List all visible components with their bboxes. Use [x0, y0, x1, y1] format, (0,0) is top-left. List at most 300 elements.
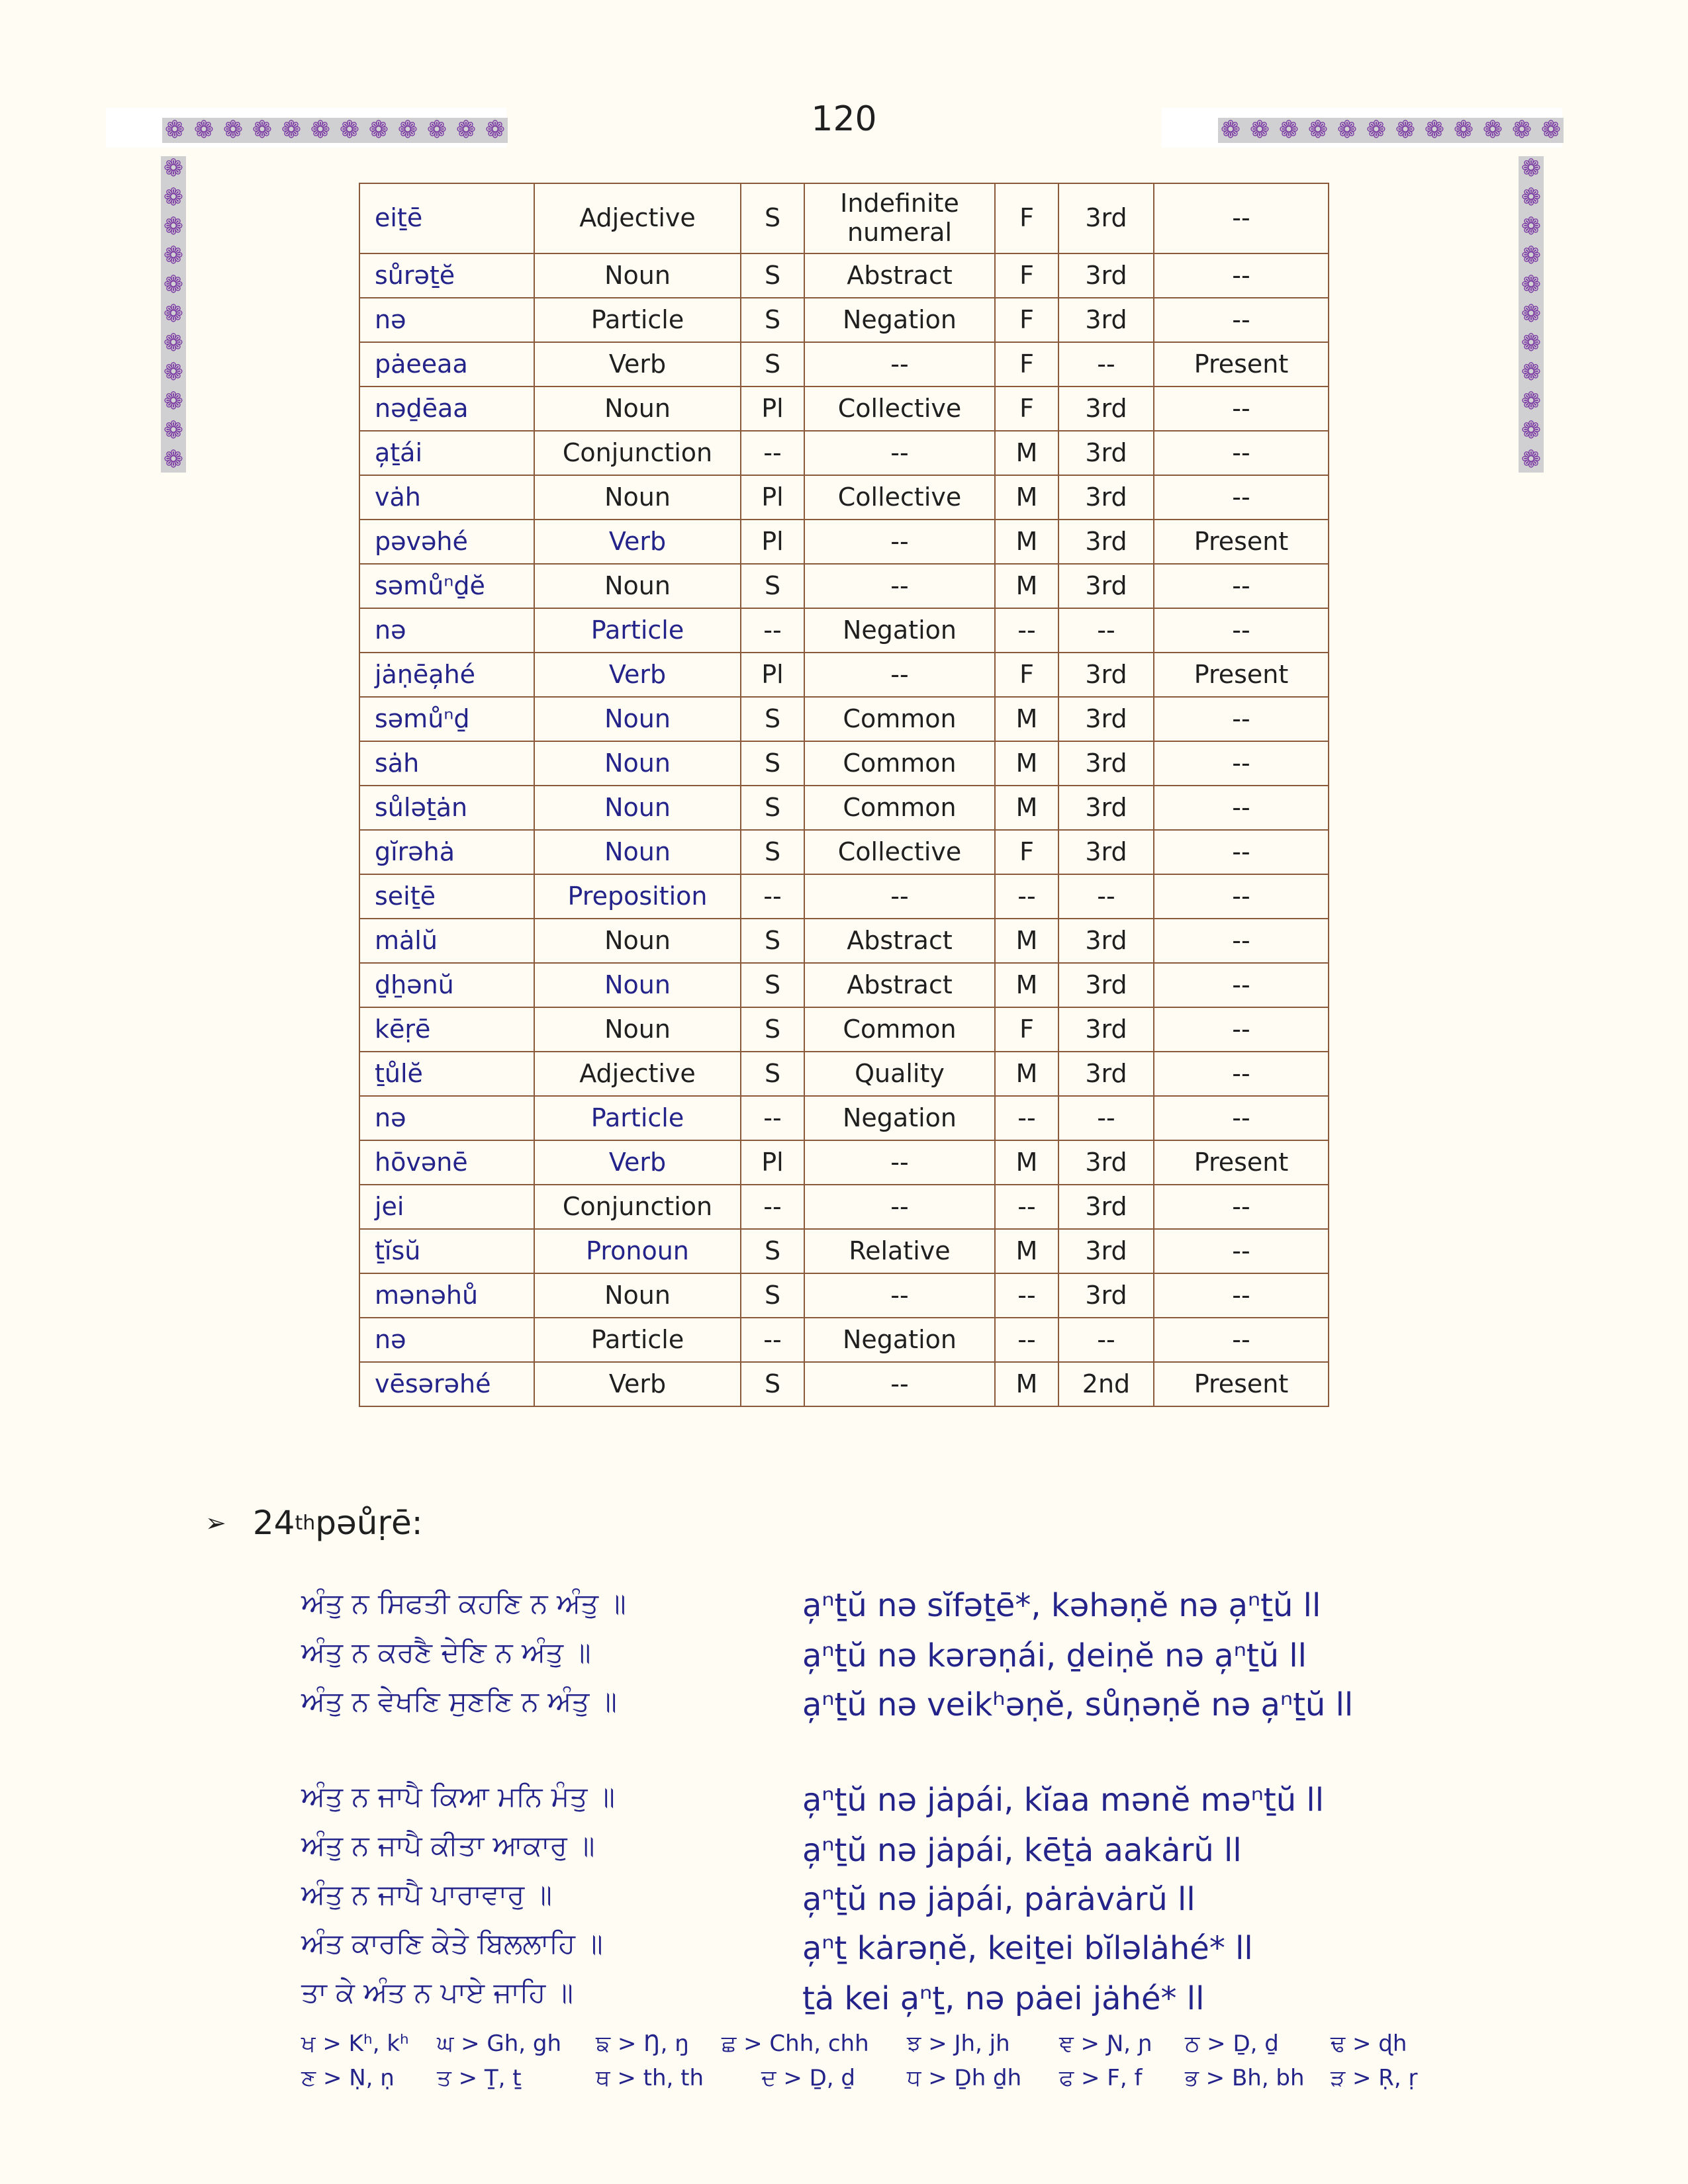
- table-row: [359, 520, 1329, 564]
- table-row: [359, 1318, 1329, 1362]
- cell-tense: --: [1154, 963, 1329, 1007]
- cell-word: nə: [359, 1318, 534, 1362]
- cell-tense: --: [1154, 564, 1329, 608]
- cell-part-of-speech: Adjective: [534, 183, 741, 253]
- verse-translit: a̦ⁿṯŭ nə sĭfəṯē*, kəhəṇĕ nə a̦ⁿṯŭ ll: [802, 1587, 1321, 1624]
- cell-word: kēṛē: [359, 1007, 534, 1052]
- cell-category: Abstract: [804, 919, 995, 963]
- flower-ornament-icon: ❁: [1278, 116, 1299, 144]
- verse-gurmukhi: ਅੰਤੁ ਨ ਸਿਫਤੀ ਕਹਣਿ ਨ ਅੰਤੁ ॥: [301, 1587, 626, 1619]
- flower-ornament-icon: ❁: [310, 116, 331, 144]
- key-entry: ਢ > ɖh: [1331, 2030, 1407, 2057]
- cell-person: 3rd: [1058, 919, 1154, 963]
- flower-ornament-icon: ❁: [1336, 116, 1358, 144]
- flower-ornament-icon: ❁: [1521, 417, 1542, 444]
- cell-tense: Present: [1154, 342, 1329, 387]
- cell-tense: --: [1154, 1096, 1329, 1140]
- flower-ornament-icon: ❁: [1521, 242, 1542, 269]
- page-number: 120: [811, 99, 877, 139]
- flower-ornament-icon: ❁: [193, 116, 214, 144]
- verse-gurmukhi: ਅੰਤ ਕਾਰਣਿ ਕੇਤੇ ਬਿਲਲਾਹਿ ॥: [301, 1927, 603, 1960]
- cell-person: 3rd: [1058, 183, 1154, 253]
- cell-tense: --: [1154, 919, 1329, 963]
- flower-ornament-icon: ❁: [163, 359, 184, 386]
- flower-ornament-icon: ❁: [1521, 359, 1542, 386]
- flower-ornament-icon: ❁: [485, 116, 506, 144]
- table-row: [359, 830, 1329, 874]
- cell-person: 3rd: [1058, 298, 1154, 342]
- cell-person: 3rd: [1058, 786, 1154, 830]
- cell-number: S: [741, 786, 804, 830]
- table-row: [359, 1273, 1329, 1318]
- cell-word: seiṯē: [359, 874, 534, 919]
- cell-gender: --: [995, 1096, 1058, 1140]
- table-row: [359, 1096, 1329, 1140]
- cell-number: S: [741, 1362, 804, 1406]
- flower-ornament-icon: ❁: [1521, 271, 1542, 298]
- cell-person: 3rd: [1058, 1007, 1154, 1052]
- flower-ornament-icon: ❁: [455, 116, 477, 144]
- cell-category: --: [804, 653, 995, 697]
- cell-number: S: [741, 298, 804, 342]
- section-heading: [205, 1504, 423, 1542]
- cell-category: Negation: [804, 298, 995, 342]
- cell-person: 3rd: [1058, 1229, 1154, 1273]
- cell-category: Indefinite numeral: [804, 183, 995, 253]
- flower-ornament-icon: ❁: [397, 116, 418, 144]
- cell-category: Collective: [804, 387, 995, 431]
- cell-tense: Present: [1154, 1362, 1329, 1406]
- cell-word: sůləṯȧn: [359, 786, 534, 830]
- cell-part-of-speech: Noun: [534, 1007, 741, 1052]
- grammar-table: [359, 183, 1329, 1407]
- cell-number: S: [741, 963, 804, 1007]
- flower-ornament-icon: ❁: [163, 155, 184, 182]
- flower-ornament-icon: ❁: [163, 446, 184, 473]
- verse-translit: a̦ⁿṯŭ nə kərəṇái, ḏeiṇĕ nə a̦ⁿṯŭ ll: [802, 1637, 1307, 1674]
- cell-category: --: [804, 874, 995, 919]
- ornament-border-top-right: [1218, 118, 1564, 143]
- cell-person: 3rd: [1058, 1273, 1154, 1318]
- flower-ornament-icon: ❁: [1521, 213, 1542, 240]
- cell-word: jȧṇēa̦hé: [359, 653, 534, 697]
- cell-category: Common: [804, 741, 995, 786]
- cell-tense: --: [1154, 1273, 1329, 1318]
- cell-part-of-speech: Noun: [534, 475, 741, 520]
- cell-word: vȧh: [359, 475, 534, 520]
- table-row: [359, 1007, 1329, 1052]
- table-row: [359, 431, 1329, 475]
- cell-word: a̦ṯái: [359, 431, 534, 475]
- section-ordinal: th: [295, 1511, 316, 1535]
- flower-ornament-icon: ❁: [163, 388, 184, 415]
- cell-person: 3rd: [1058, 1185, 1154, 1229]
- cell-person: 3rd: [1058, 253, 1154, 298]
- section-number: 24: [252, 1504, 295, 1542]
- cell-number: S: [741, 183, 804, 253]
- table-row: [359, 874, 1329, 919]
- cell-part-of-speech: Verb: [534, 1362, 741, 1406]
- flower-ornament-icon: ❁: [1521, 184, 1542, 211]
- table-row: [359, 653, 1329, 697]
- cell-tense: --: [1154, 298, 1329, 342]
- cell-number: --: [741, 1096, 804, 1140]
- verse-gurmukhi: ਅੰਤੁ ਨ ਜਾਪੈ ਪਾਰਾਵਾਰੁ ॥: [301, 1878, 552, 1911]
- cell-number: Pl: [741, 520, 804, 564]
- cell-number: --: [741, 874, 804, 919]
- cell-part-of-speech: Noun: [534, 1273, 741, 1318]
- verse-gurmukhi: ਤਾ ਕੇ ਅੰਤ ਨ ਪਾਏ ਜਾਹਿ ॥: [301, 1976, 573, 2009]
- cell-gender: M: [995, 564, 1058, 608]
- table-row: [359, 564, 1329, 608]
- key-entry: ਖ > Kʰ, kʰ: [301, 2030, 409, 2057]
- cell-number: S: [741, 1273, 804, 1318]
- cell-category: Negation: [804, 1096, 995, 1140]
- cell-tense: Present: [1154, 653, 1329, 697]
- key-entry: ਛ > Chh, chh: [722, 2030, 869, 2057]
- table-row: [359, 298, 1329, 342]
- cell-category: --: [804, 1362, 995, 1406]
- cell-person: 3rd: [1058, 697, 1154, 741]
- cell-part-of-speech: Particle: [534, 298, 741, 342]
- cell-gender: M: [995, 963, 1058, 1007]
- cell-person: --: [1058, 874, 1154, 919]
- flower-ornament-icon: ❁: [1424, 116, 1445, 144]
- cell-word: sȧh: [359, 741, 534, 786]
- cell-gender: F: [995, 1007, 1058, 1052]
- cell-category: Quality: [804, 1052, 995, 1096]
- cell-word: ṯůlĕ: [359, 1052, 534, 1096]
- cell-number: S: [741, 1229, 804, 1273]
- flower-ornament-icon: ❁: [163, 330, 184, 357]
- flower-ornament-icon: ❁: [1521, 300, 1542, 328]
- cell-tense: --: [1154, 697, 1329, 741]
- cell-number: --: [741, 431, 804, 475]
- flower-ornament-icon: ❁: [1249, 116, 1270, 144]
- cell-number: Pl: [741, 475, 804, 520]
- cell-tense: --: [1154, 431, 1329, 475]
- cell-word: ḏẖənŭ: [359, 963, 534, 1007]
- flower-ornament-icon: ❁: [1521, 330, 1542, 357]
- key-entry: ਤ > Ṯ, ṯ: [437, 2065, 522, 2091]
- cell-word: mȧlŭ: [359, 919, 534, 963]
- cell-part-of-speech: Verb: [534, 653, 741, 697]
- cell-tense: --: [1154, 387, 1329, 431]
- flower-ornament-icon: ❁: [1453, 116, 1474, 144]
- key-entry: ਙ > Ŋ, ŋ: [596, 2030, 689, 2057]
- cell-number: S: [741, 342, 804, 387]
- table-row: [359, 342, 1329, 387]
- cell-tense: --: [1154, 1007, 1329, 1052]
- cell-category: --: [804, 1140, 995, 1185]
- cell-word: səmůⁿḏĕ: [359, 564, 534, 608]
- cell-category: Relative: [804, 1229, 995, 1273]
- cell-word: sůrəṯĕ: [359, 253, 534, 298]
- cell-number: S: [741, 1052, 804, 1096]
- cell-tense: --: [1154, 475, 1329, 520]
- cell-person: 3rd: [1058, 1052, 1154, 1096]
- cell-number: S: [741, 564, 804, 608]
- cell-category: Collective: [804, 475, 995, 520]
- cell-number: S: [741, 830, 804, 874]
- cell-part-of-speech: Noun: [534, 830, 741, 874]
- flower-ornament-icon: ❁: [339, 116, 360, 144]
- cell-part-of-speech: Particle: [534, 608, 741, 653]
- cell-number: --: [741, 608, 804, 653]
- verse-gurmukhi: ਅੰਤੁ ਨ ਕਰਣੈ ਦੇਣਿ ਨ ਅੰਤੁ ॥: [301, 1636, 591, 1668]
- verse-gurmukhi: ਅੰਤੁ ਨ ਜਾਪੈ ਕਿਆ ਮਨਿ ਮੰਤੁ ॥: [301, 1780, 615, 1813]
- cell-gender: F: [995, 183, 1058, 253]
- key-entry: ਫ > F, f: [1059, 2065, 1143, 2091]
- cell-category: Negation: [804, 1318, 995, 1362]
- flower-ornament-icon: ❁: [252, 116, 273, 144]
- cell-number: S: [741, 741, 804, 786]
- cell-tense: --: [1154, 1229, 1329, 1273]
- table-row: [359, 1140, 1329, 1185]
- cell-part-of-speech: Noun: [534, 697, 741, 741]
- flower-ornament-icon: ❁: [1220, 116, 1241, 144]
- cell-number: S: [741, 919, 804, 963]
- cell-category: --: [804, 1185, 995, 1229]
- flower-ornament-icon: ❁: [1395, 116, 1416, 144]
- table-row: [359, 1185, 1329, 1229]
- cell-number: S: [741, 1007, 804, 1052]
- cell-category: Common: [804, 1007, 995, 1052]
- cell-person: 3rd: [1058, 830, 1154, 874]
- cell-category: --: [804, 1273, 995, 1318]
- cell-gender: M: [995, 741, 1058, 786]
- cell-person: --: [1058, 342, 1154, 387]
- cell-number: --: [741, 1318, 804, 1362]
- cell-gender: M: [995, 1140, 1058, 1185]
- verse-translit: a̦ⁿṯŭ nə veikʰəṇĕ, sůṇəṇĕ nə a̦ⁿṯŭ ll: [802, 1686, 1354, 1723]
- cell-category: Abstract: [804, 963, 995, 1007]
- cell-tense: --: [1154, 1185, 1329, 1229]
- cell-gender: F: [995, 387, 1058, 431]
- cell-word: pȧeeaa: [359, 342, 534, 387]
- cell-number: Pl: [741, 387, 804, 431]
- verse-translit: a̦ⁿṯŭ nə jȧpái, kēṯȧ aakȧrŭ ll: [802, 1832, 1242, 1869]
- cell-category: Common: [804, 786, 995, 830]
- cell-category: --: [804, 564, 995, 608]
- cell-gender: F: [995, 253, 1058, 298]
- cell-word: səmůⁿḏ: [359, 697, 534, 741]
- flower-ornament-icon: ❁: [163, 271, 184, 298]
- cell-word: vēsərəhé: [359, 1362, 534, 1406]
- table-row: [359, 741, 1329, 786]
- cell-tense: --: [1154, 1318, 1329, 1362]
- cell-gender: M: [995, 520, 1058, 564]
- cell-part-of-speech: Adjective: [534, 1052, 741, 1096]
- cell-word: jei: [359, 1185, 534, 1229]
- verse-gurmukhi: ਅੰਤੁ ਨ ਵੇਖਣਿ ਸੁਣਣਿ ਨ ਅੰਤੁ ॥: [301, 1685, 617, 1717]
- ornament-border-top-left: [162, 118, 508, 143]
- flower-ornament-icon: ❁: [281, 116, 302, 144]
- cell-gender: M: [995, 786, 1058, 830]
- cell-person: 3rd: [1058, 387, 1154, 431]
- cell-gender: --: [995, 1185, 1058, 1229]
- table-row: [359, 475, 1329, 520]
- flower-ornament-icon: ❁: [1366, 116, 1387, 144]
- arrow-bullet-icon: ➢: [205, 1508, 226, 1537]
- cell-person: 3rd: [1058, 741, 1154, 786]
- cell-number: Pl: [741, 1140, 804, 1185]
- cell-part-of-speech: Noun: [534, 919, 741, 963]
- cell-tense: --: [1154, 608, 1329, 653]
- cell-number: Pl: [741, 653, 804, 697]
- flower-ornament-icon: ❁: [163, 184, 184, 211]
- cell-person: 3rd: [1058, 653, 1154, 697]
- ornament-border-right: [1519, 156, 1544, 473]
- cell-tense: --: [1154, 253, 1329, 298]
- table-row: [359, 1052, 1329, 1096]
- table-row: [359, 1229, 1329, 1273]
- flower-ornament-icon: ❁: [163, 300, 184, 328]
- cell-category: Negation: [804, 608, 995, 653]
- table-row: [359, 387, 1329, 431]
- flower-ornament-icon: ❁: [164, 116, 185, 144]
- table-row: [359, 1362, 1329, 1406]
- cell-tense: --: [1154, 741, 1329, 786]
- cell-part-of-speech: Noun: [534, 741, 741, 786]
- cell-gender: M: [995, 919, 1058, 963]
- cell-person: 3rd: [1058, 1140, 1154, 1185]
- cell-tense: Present: [1154, 1140, 1329, 1185]
- cell-tense: --: [1154, 786, 1329, 830]
- cell-part-of-speech: Noun: [534, 387, 741, 431]
- flower-ornament-icon: ❁: [1521, 388, 1542, 415]
- cell-person: --: [1058, 1318, 1154, 1362]
- cell-person: 3rd: [1058, 520, 1154, 564]
- cell-gender: F: [995, 830, 1058, 874]
- cell-gender: F: [995, 653, 1058, 697]
- verse-translit: a̦ⁿṯ kȧrəṇĕ, keiṯei bĭləlȧhé* ll: [802, 1930, 1253, 1967]
- cell-part-of-speech: Noun: [534, 786, 741, 830]
- key-entry: ਠ > Ḏ, ḏ: [1185, 2030, 1279, 2057]
- cell-gender: M: [995, 1229, 1058, 1273]
- cell-tense: --: [1154, 830, 1329, 874]
- flower-ornament-icon: ❁: [222, 116, 244, 144]
- cell-word: ṯĭsŭ: [359, 1229, 534, 1273]
- key-entry: ੜ > Ṛ, ṛ: [1331, 2065, 1418, 2091]
- cell-category: --: [804, 431, 995, 475]
- cell-word: nə: [359, 298, 534, 342]
- cell-part-of-speech: Conjunction: [534, 1185, 741, 1229]
- cell-person: 3rd: [1058, 564, 1154, 608]
- cell-gender: --: [995, 874, 1058, 919]
- cell-category: --: [804, 520, 995, 564]
- flower-ornament-icon: ❁: [1307, 116, 1329, 144]
- cell-part-of-speech: Noun: [534, 253, 741, 298]
- cell-tense: --: [1154, 183, 1329, 253]
- key-entry: ਥ > th, th: [596, 2065, 704, 2091]
- flower-ornament-icon: ❁: [1540, 116, 1562, 144]
- cell-category: Collective: [804, 830, 995, 874]
- key-entry: ਭ > Bh, bh: [1185, 2065, 1305, 2091]
- cell-word: eiṯē: [359, 183, 534, 253]
- cell-word: gĭrəhȧ: [359, 830, 534, 874]
- cell-word: nə: [359, 608, 534, 653]
- cell-word: mənəhů: [359, 1273, 534, 1318]
- table-row: [359, 608, 1329, 653]
- flower-ornament-icon: ❁: [1511, 116, 1532, 144]
- cell-person: --: [1058, 608, 1154, 653]
- cell-gender: --: [995, 608, 1058, 653]
- flower-ornament-icon: ❁: [368, 116, 389, 144]
- table-row: [359, 786, 1329, 830]
- cell-gender: --: [995, 1273, 1058, 1318]
- cell-gender: M: [995, 1362, 1058, 1406]
- cell-part-of-speech: Noun: [534, 963, 741, 1007]
- table-row: [359, 183, 1329, 253]
- key-entry: ਧ > Ḏh ḏh: [907, 2065, 1022, 2091]
- cell-person: 3rd: [1058, 431, 1154, 475]
- cell-gender: M: [995, 431, 1058, 475]
- cell-person: 3rd: [1058, 963, 1154, 1007]
- flower-ornament-icon: ❁: [1521, 155, 1542, 182]
- table-row: [359, 697, 1329, 741]
- cell-tense: Present: [1154, 520, 1329, 564]
- key-entry: ਘ > Gh, gh: [437, 2030, 562, 2057]
- flower-ornament-icon: ❁: [163, 213, 184, 240]
- cell-number: S: [741, 697, 804, 741]
- cell-person: --: [1058, 1096, 1154, 1140]
- cell-category: --: [804, 342, 995, 387]
- cell-part-of-speech: Verb: [534, 1140, 741, 1185]
- ornament-border-left: [161, 156, 186, 473]
- cell-word: pəvəhé: [359, 520, 534, 564]
- cell-word: nəḏēaa: [359, 387, 534, 431]
- key-entry: ਞ > Ɲ, ɲ: [1059, 2030, 1152, 2057]
- cell-gender: F: [995, 342, 1058, 387]
- cell-part-of-speech: Preposition: [534, 874, 741, 919]
- table-row: [359, 919, 1329, 963]
- cell-part-of-speech: Verb: [534, 342, 741, 387]
- flower-ornament-icon: ❁: [1521, 446, 1542, 473]
- section-title: pəůṛē:: [315, 1504, 423, 1542]
- cell-gender: M: [995, 1052, 1058, 1096]
- flower-ornament-icon: ❁: [426, 116, 447, 144]
- cell-category: Abstract: [804, 253, 995, 298]
- key-entry: ਣ > Ṇ, ṇ: [301, 2065, 395, 2091]
- cell-gender: M: [995, 697, 1058, 741]
- cell-word: hōvənē: [359, 1140, 534, 1185]
- table-row: [359, 963, 1329, 1007]
- cell-tense: --: [1154, 1052, 1329, 1096]
- verse-translit: a̦ⁿṯŭ nə jȧpái, kĭaa mənĕ məⁿṯŭ ll: [802, 1782, 1325, 1819]
- table-row: [359, 253, 1329, 298]
- cell-tense: --: [1154, 874, 1329, 919]
- flower-ornament-icon: ❁: [163, 417, 184, 444]
- key-entry: ਝ > Jh, jh: [907, 2030, 1010, 2057]
- cell-part-of-speech: Conjunction: [534, 431, 741, 475]
- cell-gender: F: [995, 298, 1058, 342]
- cell-part-of-speech: Noun: [534, 564, 741, 608]
- flower-ornament-icon: ❁: [1482, 116, 1503, 144]
- key-entry: ਦ > Ḏ, ḏ: [761, 2065, 855, 2091]
- cell-word: nə: [359, 1096, 534, 1140]
- cell-person: 2nd: [1058, 1362, 1154, 1406]
- cell-part-of-speech: Particle: [534, 1096, 741, 1140]
- cell-part-of-speech: Pronoun: [534, 1229, 741, 1273]
- flower-ornament-icon: ❁: [163, 242, 184, 269]
- cell-number: S: [741, 253, 804, 298]
- cell-part-of-speech: Verb: [534, 520, 741, 564]
- cell-part-of-speech: Particle: [534, 1318, 741, 1362]
- verse-translit: a̦ⁿṯŭ nə jȧpái, pȧrȧvȧrŭ ll: [802, 1881, 1196, 1918]
- verse-gurmukhi: ਅੰਤੁ ਨ ਜਾਪੈ ਕੀਤਾ ਆਕਾਰੁ ॥: [301, 1829, 595, 1862]
- cell-number: --: [741, 1185, 804, 1229]
